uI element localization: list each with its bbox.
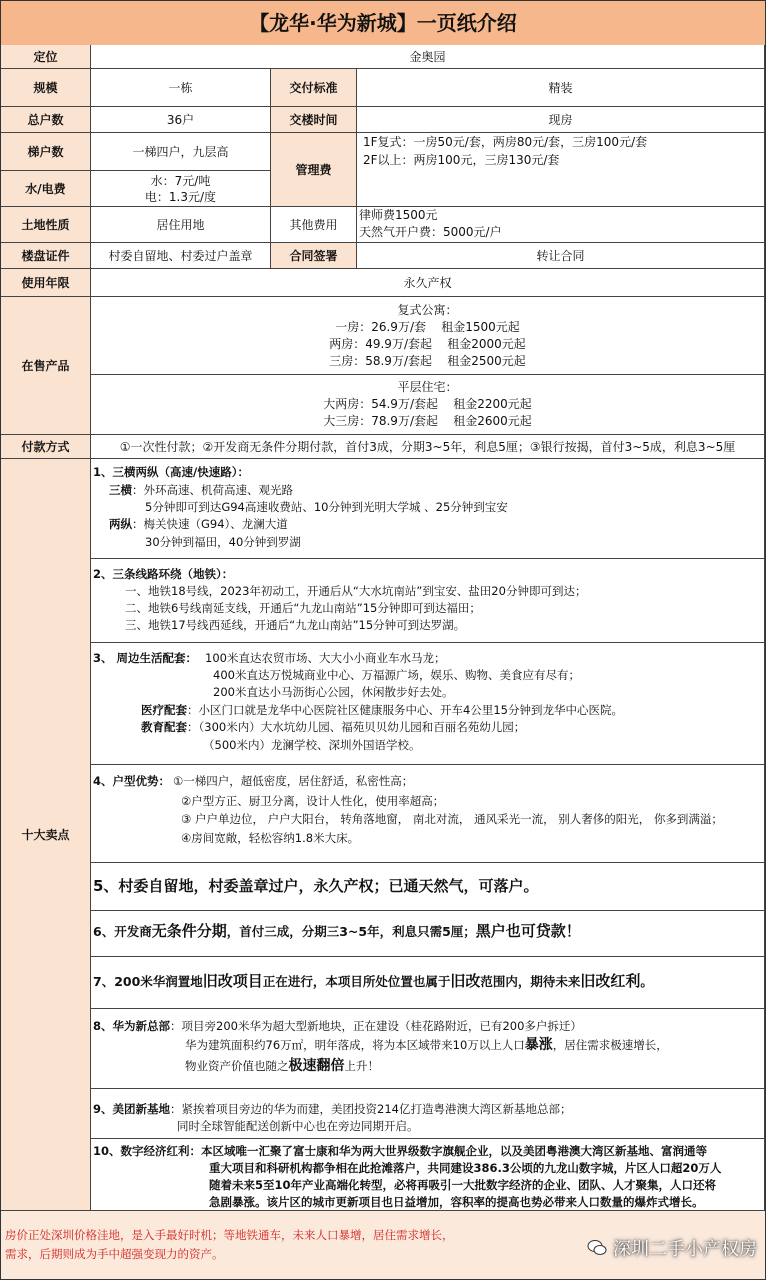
flat-block [91,375,765,435]
point-3-line: 100米直达农贸市场、大大小小商业车水马龙； [205,651,446,665]
power-fee: 电：1.3元/度 [144,189,217,204]
point-1-line: 5分钟即可到达G94高速收费站、10分钟到光明大学城 、25分钟到宝安 [145,500,508,514]
duplex-item: 三房：58.9万/套起 租金2500元起 [329,353,526,368]
point-4-line: ④房间宽敞，轻松容纳1.8米大床。 [181,831,360,845]
point-6-text: 6、开发商无条件分期，首付三成，分期三3~5年，利息只需5厘；黑户也可贷款！ [93,922,581,940]
point-4-head: 4、户型优势： [93,774,171,788]
payment-value: ①一次性付款；②开发商无条件分期付款，首付3成，分期3~5年，利息5厘；③银行按揭，首付3~5成，利息3~5厘 [91,435,765,459]
point-4-line: ①一梯四户，超低密度，居住舒适，私密性高； [173,774,414,788]
elevator-label: 梯户数 [1,133,91,171]
point-3-line: 200米直达小马沥街心公园，休闲散步好去处。 [213,685,454,699]
point-3-line: 教育配套：（300米内）大水坑幼儿园、福苑贝贝幼儿园和百丽名苑幼儿园； [141,720,526,734]
scale-label: 规模 [1,69,91,107]
point-1-line: 两纵：梅关快速（G94）、龙澜大道 [109,517,288,531]
flat-item: 大两房：54.9万/套起 租金2200元起 [323,397,532,411]
units-value: 36户 [91,107,271,133]
units-label: 总户数 [1,107,91,133]
point-9-line: 同时全球智能配送创新中心也在旁边同期开启。 [177,1119,419,1133]
point-1-line: 三横：外环高速、机荷高速、观光路 [109,483,293,497]
lawyer-fee: 律师费1500元 [359,208,438,222]
point-4-line: ③ 户户单边位， 户户大阳台， 转角落地窗， 南北对流， 通风采光一流， 别人奢侈的阳光， 你多到满溢； [181,812,723,826]
land-label: 土地性质 [1,207,91,243]
footer-line-1: 房价正处深圳价格洼地，是入手最好时机；等地铁通车，未来人口暴增，居住需求增长， [5,1228,454,1242]
point-8-line: 8、华为新总部：项目旁200米华为超大型新地块，正在建设（桂花路附近，已有200多户拆迁） [93,1019,582,1033]
watermark-text: 深圳二手小产权房 [613,1239,757,1260]
flat-title: 平层住宅： [397,380,458,394]
point-8-line: 华为建筑面积约76万㎡，明年落成，将为本区域带来10万以上人口暴涨，居住需求极速增长， [185,1037,668,1053]
wechat-icon [587,1239,607,1257]
point-7-text: 7、200米华润置地旧改项目正在进行，本项目所处位置也属于旧改范围内，期待未来旧改红利。 [93,972,653,990]
selling-points-label: 十大卖点 [1,459,91,1211]
delivery-value: 精装 [357,69,765,107]
other-fees-label: 其他费用 [271,207,357,243]
point-9-line: 9、美团新基地：紧挨着项目旁边的华为而建，美团投资214亿打造粤港澳大湾区新基地总部； [93,1102,572,1116]
handover-label: 交楼时间 [271,107,357,133]
point-10-line: 重大项目和科研机构都争相在此抢滩落户，共同建设386.3公顷的九龙山数字城，片区人口超20万人 [209,1161,722,1175]
point-10-line: 随着未来5至10年产业高端化转型，必将再吸引一大批数字经济的企业、团队、人才聚集，人口还将 [209,1178,716,1192]
point-4-line: ②户型方正、厨卫分离，设计人性化，使用率超高； [181,794,445,808]
water-fee: 水：7元/吨 [150,173,211,188]
utility-value [91,171,271,207]
elevator-value: 一梯四户，九层高 [91,133,271,171]
location-value: 金奥园 [91,45,765,69]
point-3-head: 3、 周边生活配套： [93,651,198,665]
other-fees-value [357,207,765,243]
point-3-line: 400米直达万悦城商业中心、万福源广场，娱乐、购物、美食应有尽有； [213,668,580,682]
products-label: 在售产品 [1,297,91,435]
utility-label: 水/电费 [1,171,91,207]
point-2-line: 一、地铁18号线，2023年初动工，开通后从“大水坑南站”到宝安、盐田20分钟即可到达； [125,584,587,598]
duplex-title: 复式公寓： [397,302,458,317]
cert-label: 楼盘证件 [1,243,91,269]
duplex-item: 一房：26.9万/套 租金1500元起 [335,319,520,334]
point-5-text: 5、村委自留地，村委盖章过户，永久产权；已通天然气，可落户。 [93,877,539,895]
mgmt-line-1: 1F复式：一房50元/套，两房80元/套，三房100元/套 [363,135,648,149]
duplex-block [91,297,765,375]
years-value: 永久产权 [91,269,765,297]
point-1-line: 30分钟到福田，40分钟到罗湖 [145,535,301,549]
flat-item: 大三房：78.9万/套起 租金2600元起 [323,414,532,428]
location-label: 定位 [1,45,91,69]
watermark [587,1235,757,1261]
scale-value: 一栋 [91,69,271,107]
years-label: 使用年限 [1,269,91,297]
footer-line-2: 需求，后期则成为手中超强变现力的资产。 [5,1247,224,1261]
point-1-head: 1、三横两纵（高速/快速路）： [93,465,249,479]
payment-label: 付款方式 [1,435,91,459]
contract-label: 合同签署 [271,243,357,269]
duplex-item: 两房：49.9万/套起 租金2000元起 [329,336,526,351]
contract-value: 转让合同 [357,243,765,269]
point-8-line: 物业资产价值也随之极速翻倍上升！ [185,1058,379,1074]
gas-fee: 天然气开户费：5000元/户 [359,225,502,239]
point-3-line: 医疗配套：小区门口就是龙华中心医院社区健康服务中心、开车4公里15分钟到龙华中心医院。 [141,703,623,717]
delivery-label: 交付标准 [271,69,357,107]
mgmt-label: 管理费 [271,133,357,207]
land-value: 居住用地 [91,207,271,243]
point-10-line: 急剧暴涨。该片区的城市更新项目也日益增加，容积率的提高也势必带来人口数量的爆炸式增长。 [209,1195,704,1209]
handover-value: 现房 [357,107,765,133]
mgmt-line-2: 2F以上：两房100元，三房130元/套 [363,153,560,167]
point-10-line: 10、数字经济红利：本区域唯一汇聚了富士康和华为两大世界级数字旗舰企业，以及美团粤港澳大湾区新基地、富润通等 [93,1144,708,1158]
point-2-line: 二、地铁6号线南延支线，开通后“九龙山南站”15分钟即可到达福田； [125,601,481,615]
point-2-line: 三、地铁17号线西延线，开通后“九龙山南站”15分钟可到达罗湖。 [125,618,466,632]
point-3-line: （500米内）龙澜学校、深圳外国语学校。 [203,738,421,752]
mgmt-value [357,133,765,207]
cert-value: 村委自留地、村委过户盖章 [91,243,271,269]
page-title: 【龙华·华为新城】一页纸介绍 [1,1,765,46]
point-2-head: 2、三条线路环绕（地铁）： [93,567,234,581]
